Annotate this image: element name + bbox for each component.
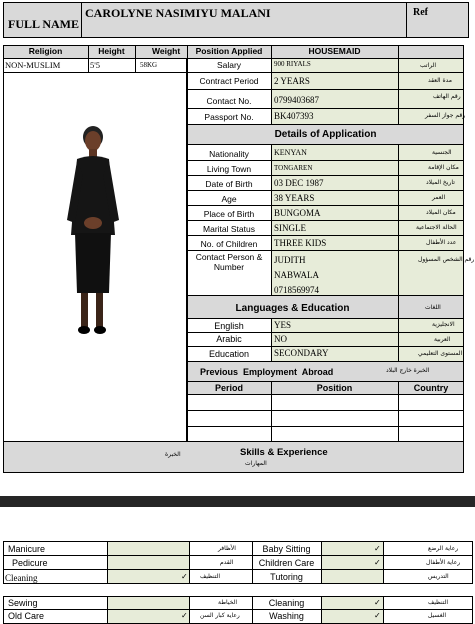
children-label: No. of Children: [200, 239, 258, 249]
education-value: SECONDARY: [274, 348, 329, 358]
salary-value: 900 RIYALS: [274, 60, 311, 68]
skill-oldcare-label: Old Care: [8, 611, 45, 621]
passport-no-label: Passport No.: [204, 112, 254, 122]
skill-pedicure-label: Pedicure: [12, 558, 48, 568]
applicant-photo: [55, 125, 135, 340]
english-value: YES: [274, 320, 292, 330]
contract-period-value: 2 YEARS: [274, 76, 310, 86]
full-name-label: FULL NAME: [8, 17, 80, 31]
cleaning-check[interactable]: ✓: [181, 572, 188, 581]
oldcare-check[interactable]: ✓: [181, 611, 188, 620]
contact-person-label-2: Number: [213, 262, 245, 272]
skill-manicure-arabic: الأظافر: [218, 545, 236, 552]
skill-pedicure-arabic: القدم: [220, 559, 234, 566]
languages-title: Languages & Education: [235, 303, 350, 314]
contact-person-arabic: رقم الشخص المسؤول: [418, 256, 475, 263]
employment-title-arabic: الخبرة خارج البلاد: [386, 367, 430, 374]
contract-period-arabic: مدة العقد: [428, 77, 452, 84]
contact-person-number: 0718569974: [274, 285, 319, 295]
page-separator: [0, 496, 475, 507]
skill-sewing-label: Sewing: [8, 598, 38, 608]
skill-cleaning2-label: Cleaning: [268, 598, 305, 608]
skill-cleaning2-arabic: التنظيف: [428, 599, 449, 606]
arabic-arabic: العربية: [434, 336, 451, 343]
position-column-header: Position: [316, 383, 353, 393]
religion-header: Religion: [28, 46, 63, 56]
period-column-header: Period: [214, 383, 243, 393]
skills-title: Skills & Experience: [240, 447, 328, 458]
height-header: Height: [98, 46, 125, 56]
marital-status-value: SINGLE: [274, 223, 306, 233]
skills-header: [3, 441, 464, 473]
english-label: English: [214, 321, 244, 331]
living-town-arabic: مكان الإقامة: [428, 164, 459, 171]
height-value: 5'5: [90, 60, 101, 70]
english-arabic: الانجليزية: [432, 321, 455, 328]
age-arabic: العمر: [432, 194, 446, 201]
skill-tutoring-label: Tutoring: [270, 572, 303, 582]
religion-value: NON-MUSLIM: [5, 60, 61, 70]
passport-no-value: BK407393: [274, 111, 314, 121]
skill-babysitting-arabic: رعاية الرضع: [428, 545, 459, 552]
country-column-header: Country: [413, 383, 449, 393]
pob-value: BUNGOMA: [274, 208, 321, 218]
weight-value: 58KG: [140, 61, 158, 69]
arabic-label: Arabic: [216, 334, 242, 344]
contact-person-label: Contact Person &: [195, 252, 263, 262]
skill-babysitting-label: Baby Sitting: [262, 544, 311, 554]
dob-arabic: تاريخ الميلاد: [426, 179, 455, 186]
education-arabic: المستوى التعليمي: [418, 350, 463, 357]
employment-title: Previous Employment Abroad: [200, 367, 334, 377]
dob-value: 03 DEC 1987: [274, 178, 324, 188]
contact-no-arabic: رقم الهاتف: [433, 93, 461, 100]
skill-sewing-arabic: الخياطة: [218, 599, 237, 606]
pob-label: Place of Birth: [203, 209, 255, 219]
ref-label: Ref: [413, 7, 428, 18]
skill-childrencare-arabic: رعاية الأطفال: [426, 559, 461, 566]
skill-cleaning-label: Cleaning: [5, 573, 38, 583]
skill-manicure-label: Manicure: [8, 544, 46, 554]
marital-status-arabic: الحالة الاجتماعية: [416, 224, 457, 231]
applicant-name: CAROLYNE NASIMIYU MALANI: [85, 6, 271, 20]
skills-title-arabic: المهارات: [245, 460, 267, 467]
children-value: THREE KIDS: [274, 238, 327, 248]
nationality-value: KENYAN: [274, 148, 307, 157]
washing-check[interactable]: ✓: [374, 611, 381, 620]
skill-tutoring-arabic: التدريس: [428, 573, 449, 580]
contact-person-name-2: NABWALA: [274, 270, 319, 280]
marital-status-label: Marital Status: [203, 224, 255, 234]
details-title: Details of Application: [274, 129, 377, 140]
dob-label: Date of Birth: [205, 179, 253, 189]
children-arabic: عدد الأطفال: [426, 239, 457, 246]
age-value: 38 YEARS: [274, 193, 315, 203]
skill-washing-arabic: الغسيل: [428, 612, 447, 619]
skill-oldcare-arabic: رعاية كبار السن: [200, 612, 240, 619]
contact-no-value: 0799403687: [274, 95, 319, 105]
nationality-label: Nationality: [209, 149, 249, 159]
skill-cleaning-arabic: التنظيف: [200, 573, 221, 580]
cleaning2-check[interactable]: ✓: [374, 598, 381, 607]
skill-washing-label: Washing: [269, 611, 304, 621]
contract-period-label: Contract Period: [199, 76, 259, 86]
living-town-label: Living Town: [206, 164, 252, 174]
position-value: HOUSEMAID: [308, 46, 361, 56]
salary-label: Salary: [216, 60, 242, 70]
babysitting-check[interactable]: ✓: [374, 544, 381, 553]
passport-no-arabic: رقم جواز السفر: [425, 112, 466, 119]
arabic-value: NO: [274, 334, 287, 344]
position-header: Position Applied: [195, 46, 263, 56]
age-label: Age: [221, 194, 237, 204]
contact-person-name-1: JUDITH: [274, 255, 306, 265]
salary-arabic: الراتب: [420, 62, 437, 69]
contact-no-label: Contact No.: [206, 96, 252, 106]
childrencare-check[interactable]: ✓: [374, 558, 381, 567]
skills-left-arabic: الخبرة: [165, 451, 181, 458]
pob-arabic: مكان الميلاد: [426, 209, 456, 216]
weight-header: Weight: [152, 46, 181, 56]
nationality-arabic: الجنسية: [432, 149, 452, 156]
living-town-value: TONGAREN: [274, 164, 313, 172]
languages-title-arabic: اللغات: [425, 304, 441, 311]
skills-table-2: [3, 596, 473, 624]
education-label: Education: [208, 349, 250, 359]
skill-childrencare-label: Children Care: [258, 558, 315, 568]
